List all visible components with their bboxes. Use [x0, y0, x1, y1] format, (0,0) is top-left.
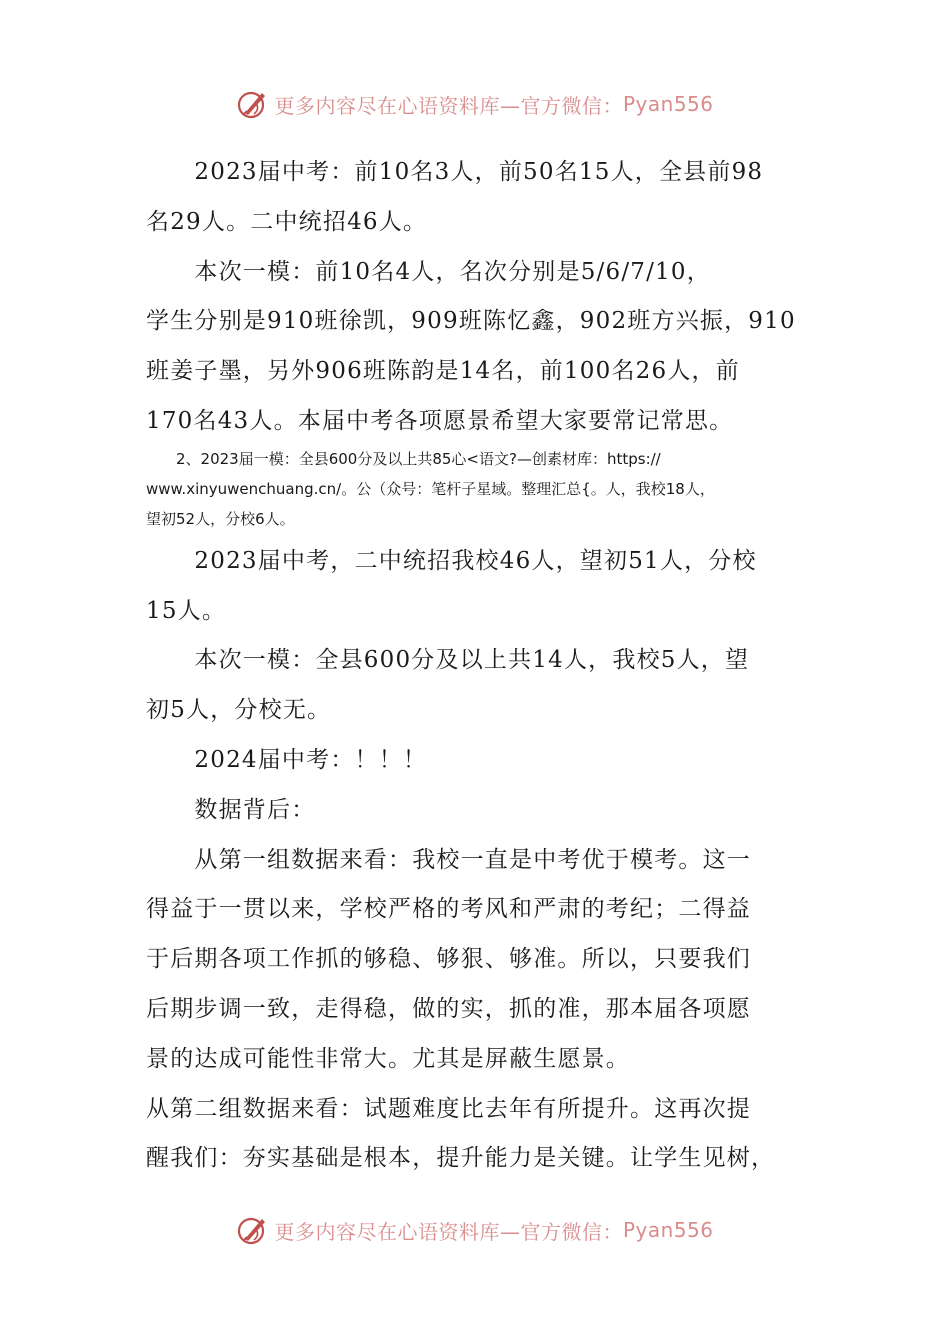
text-line: 本次一模：前10名4人，名次分别是5/6/7/10， — [146, 258, 711, 285]
text-line: 得益于一贯以来，学校严格的考风和严肃的考纪；二得益 — [146, 896, 751, 923]
quill-pen-logo-icon — [236, 87, 270, 121]
text-line: 名29人。二中统招46人。 — [146, 208, 428, 235]
text-line: 景的达成可能性非常大。尤其是屏蔽生愿景。 — [146, 1045, 630, 1072]
text-line: 2023届中考，二中统招我校46人，望初51人，分校 — [146, 547, 757, 574]
header-banner-text: 更多内容尽在心语资料库—官方微信： — [274, 93, 623, 118]
small-text-line: www.xinyuwenchuang.cn/。公（众号：笔杆子星域。整理汇总{。人，我校18人， — [146, 479, 715, 498]
text-line: 15人。 — [146, 597, 227, 624]
text-line: 从第二组数据来看：试题难度比去年有所提升。这再次提 — [146, 1095, 751, 1122]
footer-banner — [0, 1210, 950, 1250]
text-line: 醒我们：夯实基础是根本，提升能力是关键。让学生见树， — [146, 1145, 776, 1172]
header-wechat-id: Pyan556 — [622, 92, 714, 116]
footer-wechat-id: Pyan556 — [622, 1218, 714, 1242]
text-line: 初5人，分校无。 — [146, 697, 332, 724]
footer-banner-text: 更多内容尽在心语资料库—官方微信： — [274, 1219, 623, 1244]
text-line: 2024届中考：！！！ — [146, 746, 428, 773]
text-line: 本次一模：全县600分及以上共14人，我校5人，望 — [146, 647, 750, 674]
quill-pen-logo-icon — [236, 1213, 270, 1247]
header-banner — [0, 84, 950, 124]
text-line: 学生分别是910班徐凯，909班陈忆鑫，902班方兴振，910 — [146, 308, 796, 335]
small-text-line: 望初52人，分校6人。 — [146, 509, 295, 528]
small-text-line: 2、2023届一模：全县600分及以上共85心<语文?—创素材库：https:// — [146, 449, 661, 468]
text-line: 数据背后： — [146, 796, 316, 823]
text-line: 2023届中考：前10名3人，前50名15人，全县前98 — [146, 159, 764, 185]
text-line: 从第一组数据来看：我校一直是中考优于模考。这一 — [146, 846, 751, 873]
text-line: 170名43人。本届中考各项愿景希望大家要常记常思。 — [146, 407, 734, 434]
text-line: 班姜子墨，另外906班陈韵是14名，前100名26人，前 — [146, 358, 740, 385]
text-line: 于后期各项工作抓的够稳、够狠、够准。所以，只要我们 — [146, 946, 751, 973]
text-line: 后期步调一致，走得稳，做的实，抓的准，那本届各项愿 — [146, 995, 751, 1022]
document-body — [146, 148, 826, 1184]
